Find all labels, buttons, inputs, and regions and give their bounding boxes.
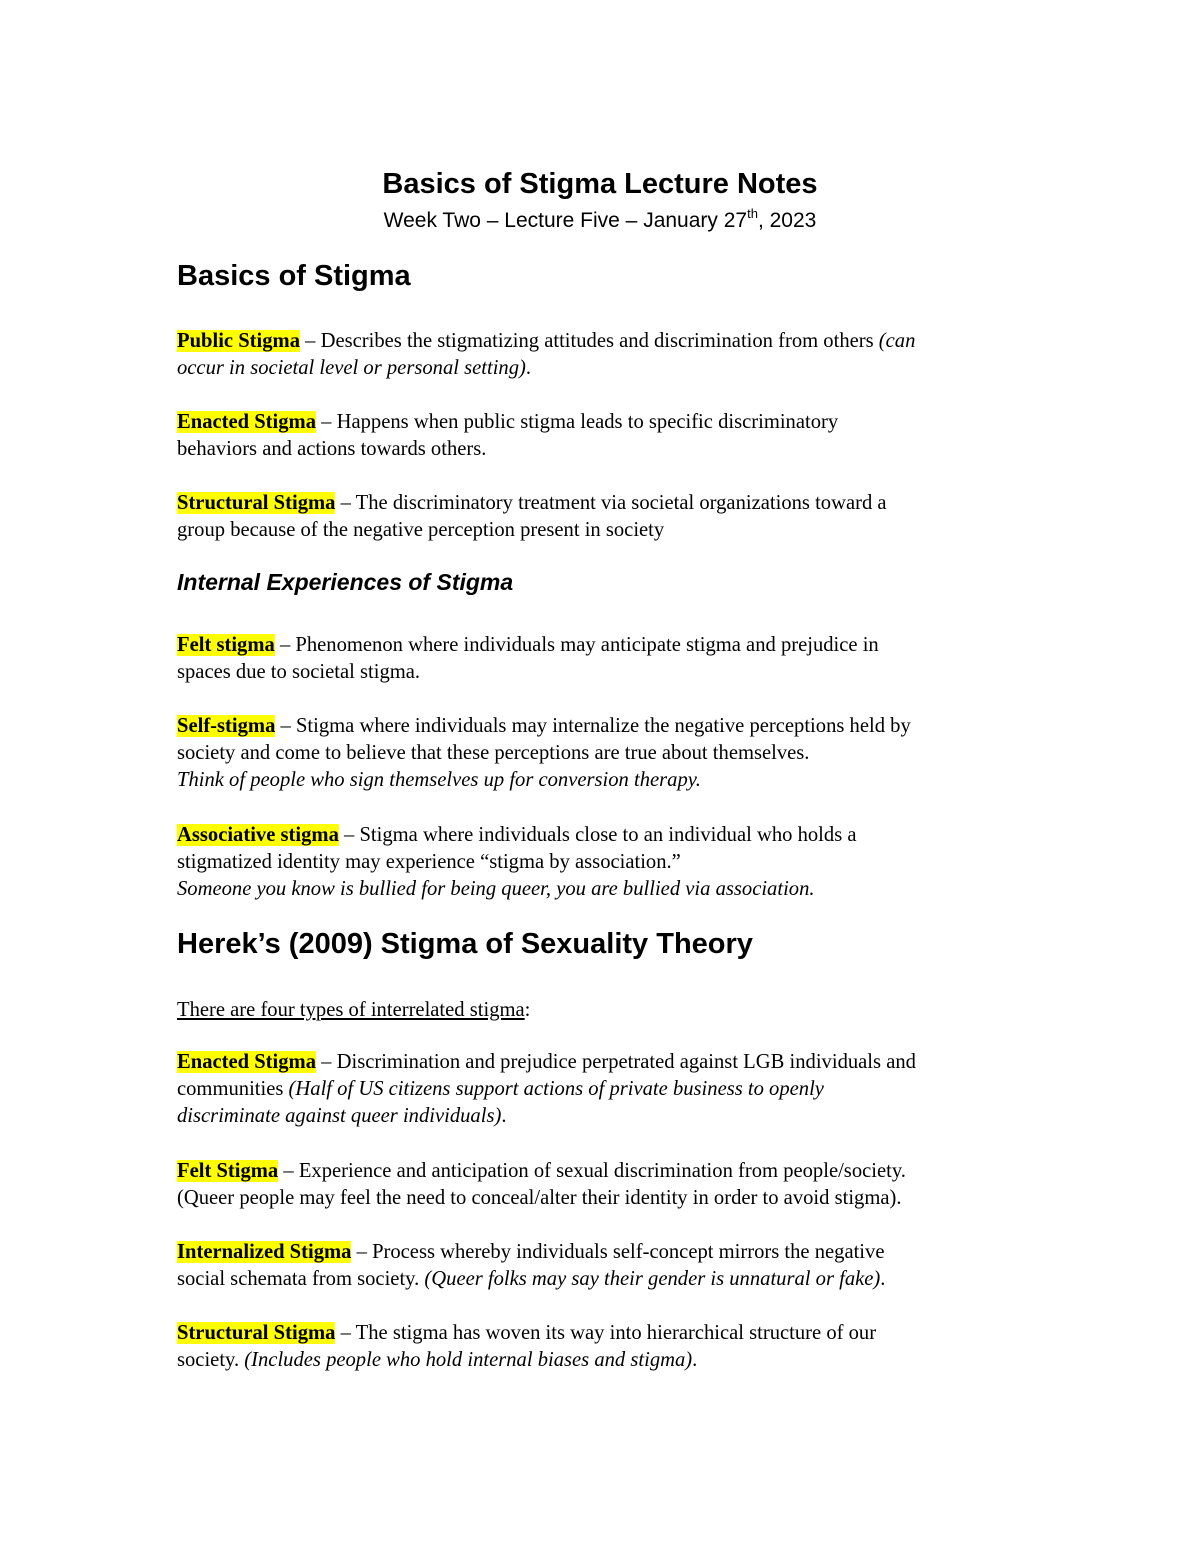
definition-text: communities xyxy=(177,1078,289,1100)
definition-enacted-stigma xyxy=(177,409,1037,463)
term-highlight: Public Stigma xyxy=(177,330,300,352)
definition-italic-note: occur in societal level or personal setting) xyxy=(177,357,526,379)
definition-text: . xyxy=(880,1268,886,1290)
definition-public-stigma xyxy=(177,328,1037,382)
section-heading-internal-experiences: Internal Experiences of Stigma xyxy=(177,569,514,595)
definition-text: group because of the negative perception present in society xyxy=(177,519,665,541)
theory-enacted-stigma xyxy=(177,1049,1037,1130)
definition-text: – Discrimination and prejudice perpetrated against LGB individuals and xyxy=(316,1051,916,1073)
example-note: Think of people who sign themselves up for conversion therapy. xyxy=(177,769,701,791)
document-subtitle xyxy=(0,207,1200,235)
definition-text: – The stigma has woven its way into hierarchical structure of our xyxy=(335,1322,877,1344)
theory-felt-stigma xyxy=(177,1158,1037,1212)
section-heading-basics: Basics of Stigma xyxy=(177,260,411,292)
definition-italic-note: (Includes people who hold internal biases and stigma) xyxy=(244,1349,693,1371)
definition-text: social schemata from society. xyxy=(177,1268,425,1290)
definition-italic-note: (can xyxy=(878,330,916,352)
subtitle-ordinal-suffix: th xyxy=(747,206,758,221)
theory-intro-colon: : xyxy=(524,999,531,1021)
term-highlight: Enacted Stigma xyxy=(177,411,317,433)
term-highlight: Felt Stigma xyxy=(177,1160,279,1182)
definition-text: – Describes the stigmatizing attitudes and discrimination from others xyxy=(300,330,879,352)
term-highlight: Structural Stigma xyxy=(177,1322,336,1344)
definition-text: stigmatized identity may experience “stigma by association.” xyxy=(177,851,681,873)
definition-text: – Experience and anticipation of sexual discrimination from people/society. xyxy=(278,1160,906,1182)
definition-text: – Process whereby individuals self-concept mirrors the negative xyxy=(351,1241,885,1263)
term-highlight: Internalized Stigma xyxy=(177,1241,352,1263)
term-highlight: Felt stigma xyxy=(177,634,275,656)
definition-text: . xyxy=(692,1349,698,1371)
term-highlight: Structural Stigma xyxy=(177,492,336,514)
definition-italic-note: (Half of US citizens support actions of private business to openly xyxy=(288,1078,824,1100)
definition-associative-stigma xyxy=(177,822,1037,903)
theory-structural-stigma xyxy=(177,1320,1037,1374)
definition-structural-stigma xyxy=(177,490,1037,544)
definition-text: – Phenomenon where individuals may anticipate stigma and prejudice in xyxy=(274,634,879,656)
definition-text: . xyxy=(501,1105,507,1127)
definition-italic-note: discriminate against queer individuals) xyxy=(177,1105,502,1127)
example-note: Someone you know is bullied for being queer, you are bullied via association. xyxy=(177,878,815,900)
definition-text: . xyxy=(525,357,532,379)
document-title: Basics of Stigma Lecture Notes xyxy=(382,168,818,200)
theory-intro-underlined: There are four types of interrelated stigma xyxy=(177,999,525,1021)
definition-text: behaviors and actions towards others. xyxy=(177,438,487,460)
definition-text: – The discriminatory treatment via societal organizations toward a xyxy=(335,492,887,514)
definition-text: (Queer people may feel the need to conceal/alter their identity in order to avoid stigma). xyxy=(177,1187,902,1209)
term-highlight: Associative stigma xyxy=(177,824,339,846)
theory-intro xyxy=(177,997,1037,1024)
term-highlight: Self-stigma xyxy=(177,715,276,737)
definition-text: – Stigma where individuals may internalize the negative perceptions held by xyxy=(275,715,911,737)
subtitle-date-part: Week Two – Lecture Five – January 27 xyxy=(383,209,748,232)
definition-text: spaces due to societal stigma. xyxy=(177,661,421,683)
section-heading-hereks-theory: Herek’s (2009) Stigma of Sexuality Theory xyxy=(177,928,753,960)
definition-self-stigma xyxy=(177,713,1037,794)
definition-text: society and come to believe that these perceptions are true about themselves. xyxy=(177,742,810,764)
definition-text: society. xyxy=(177,1349,245,1371)
subtitle-year-part: , 2023 xyxy=(757,209,817,232)
definition-italic-note: (Queer folks may say their gender is unnatural or fake) xyxy=(424,1268,881,1290)
theory-internalized-stigma xyxy=(177,1239,1037,1293)
definition-text: – Happens when public stigma leads to specific discriminatory xyxy=(316,411,839,433)
definition-felt-stigma xyxy=(177,632,1037,686)
term-highlight: Enacted Stigma xyxy=(177,1051,317,1073)
definition-text: – Stigma where individuals close to an individual who holds a xyxy=(338,824,857,846)
